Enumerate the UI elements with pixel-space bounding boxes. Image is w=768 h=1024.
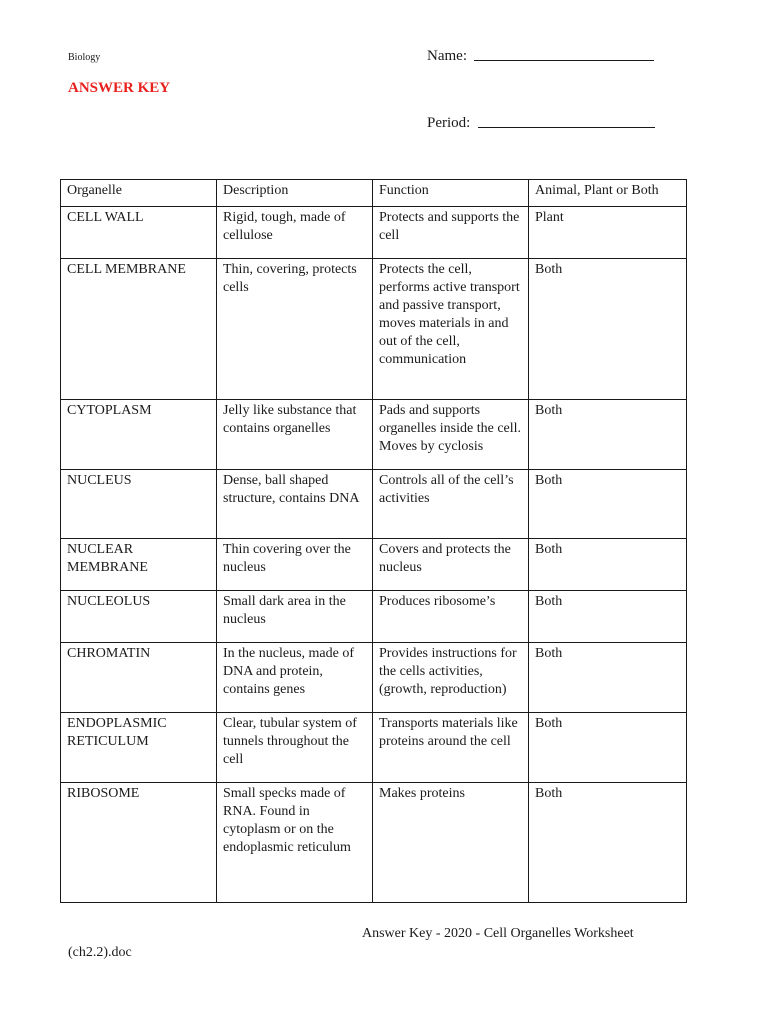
period-label: Period: — [427, 115, 471, 131]
period-blank-line — [478, 126, 655, 128]
type-cell: Both — [529, 591, 687, 643]
type-cell: Both — [529, 643, 687, 713]
type-cell: Both — [529, 783, 687, 903]
type-cell: Both — [529, 259, 687, 400]
name-blank-line — [474, 59, 654, 61]
organelle-cell: ENDOPLASMIC RETICULUM — [61, 713, 217, 783]
footer-title: Answer Key - 2020 - Cell Organelles Worksheet — [362, 926, 634, 941]
table-row — [61, 259, 687, 400]
period-field — [427, 114, 655, 132]
function-cell: Makes proteins — [373, 783, 529, 903]
function-cell: Covers and protects the nucleus — [373, 539, 529, 591]
table-row — [61, 783, 687, 903]
footer-filename: (ch2.2).doc — [68, 945, 132, 960]
table-row — [61, 400, 687, 470]
table-row — [61, 591, 687, 643]
organelle-cell: CELL MEMBRANE — [61, 259, 217, 400]
description-cell: Small specks made of RNA. Found in cytoplasm or on the endoplasmic reticulum — [217, 783, 373, 903]
column-header-type: Animal, Plant or Both — [529, 180, 687, 207]
description-cell: Rigid, tough, made of cellulose — [217, 207, 373, 259]
name-label: Name: — [427, 48, 467, 64]
description-cell: Dense, ball shaped structure, contains DNA — [217, 470, 373, 539]
function-cell: Provides instructions for the cells activities, (growth, reproduction) — [373, 643, 529, 713]
type-cell: Both — [529, 539, 687, 591]
table-row — [61, 643, 687, 713]
table-row — [61, 470, 687, 539]
type-cell: Both — [529, 713, 687, 783]
organelle-cell: NUCLEAR MEMBRANE — [61, 539, 217, 591]
function-cell: Transports materials like proteins around the cell — [373, 713, 529, 783]
organelle-cell: NUCLEUS — [61, 470, 217, 539]
name-field — [427, 47, 654, 65]
organelle-table — [60, 179, 687, 903]
description-cell: In the nucleus, made of DNA and protein, contains genes — [217, 643, 373, 713]
function-cell: Protects and supports the cell — [373, 207, 529, 259]
type-cell: Plant — [529, 207, 687, 259]
organelle-cell: RIBOSOME — [61, 783, 217, 903]
table-row — [61, 539, 687, 591]
subject-label: Biology — [68, 52, 101, 63]
function-cell: Produces ribosome’s — [373, 591, 529, 643]
description-cell: Thin covering over the nucleus — [217, 539, 373, 591]
column-header-function: Function — [373, 180, 529, 207]
function-cell: Controls all of the cell’s activities — [373, 470, 529, 539]
description-cell: Jelly like substance that contains organelles — [217, 400, 373, 470]
organelle-cell: NUCLEOLUS — [61, 591, 217, 643]
description-cell: Thin, covering, protects cells — [217, 259, 373, 400]
organelle-cell: CYTOPLASM — [61, 400, 217, 470]
description-cell: Clear, tubular system of tunnels throughout the cell — [217, 713, 373, 783]
table-row — [61, 207, 687, 259]
type-cell: Both — [529, 470, 687, 539]
function-cell: Protects the cell, performs active transport and passive transport, moves materials in and out of the cell, communication — [373, 259, 529, 400]
column-header-description: Description — [217, 180, 373, 207]
type-cell: Both — [529, 400, 687, 470]
answer-key-title: ANSWER KEY — [68, 80, 171, 96]
table-row — [61, 713, 687, 783]
column-header-organelle: Organelle — [61, 180, 217, 207]
organelle-cell: CHROMATIN — [61, 643, 217, 713]
organelle-cell: CELL WALL — [61, 207, 217, 259]
table-header-row — [61, 180, 687, 207]
function-cell: Pads and supports organelles inside the cell. Moves by cyclosis — [373, 400, 529, 470]
description-cell: Small dark area in the nucleus — [217, 591, 373, 643]
